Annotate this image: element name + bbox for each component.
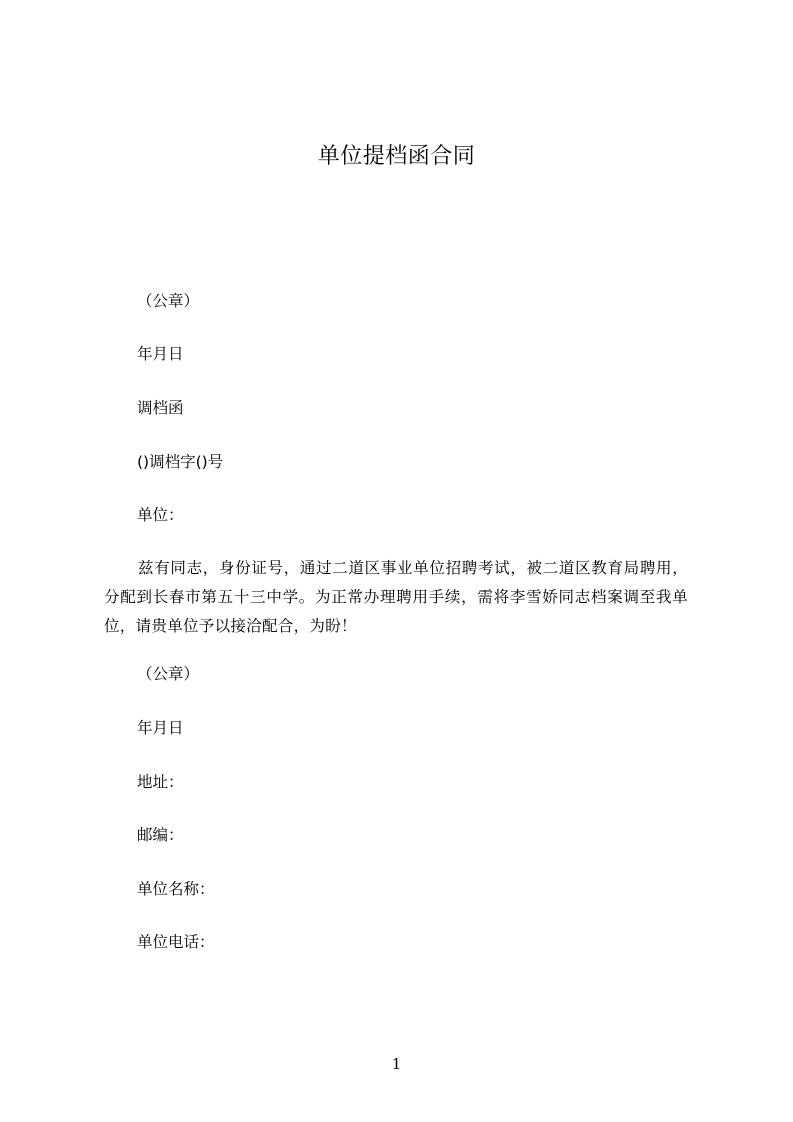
address-line: 地址： — [137, 773, 184, 791]
seal-line-1: （公章） — [137, 292, 200, 310]
date-line-1: 年月日 — [137, 345, 184, 363]
date-line-2: 年月日 — [137, 719, 184, 737]
document-title: 单位提档函合同 — [317, 144, 476, 169]
page-number: 1 — [391, 1055, 402, 1073]
seal-line-2: （公章） — [137, 665, 200, 683]
postcode-line: 邮编： — [137, 826, 184, 844]
unit-name-line: 单位名称： — [137, 880, 215, 898]
unit-phone-line: 单位电话： — [137, 933, 215, 951]
letter-heading: 调档函 — [137, 399, 184, 417]
letter-number-line: ()调档字()号 — [137, 453, 224, 471]
body-paragraph: 兹有同志，身份证号，通过二道区事业单位招聘考试，被二道区教育局聘用，分配到长春市第五十三中学。为正常办理聘用手续，需将李雪娇同志档案调至我单位，请贵单位予以接洽配合，为盼！ — [104, 559, 688, 635]
recipient-unit-line: 单位： — [137, 506, 184, 524]
